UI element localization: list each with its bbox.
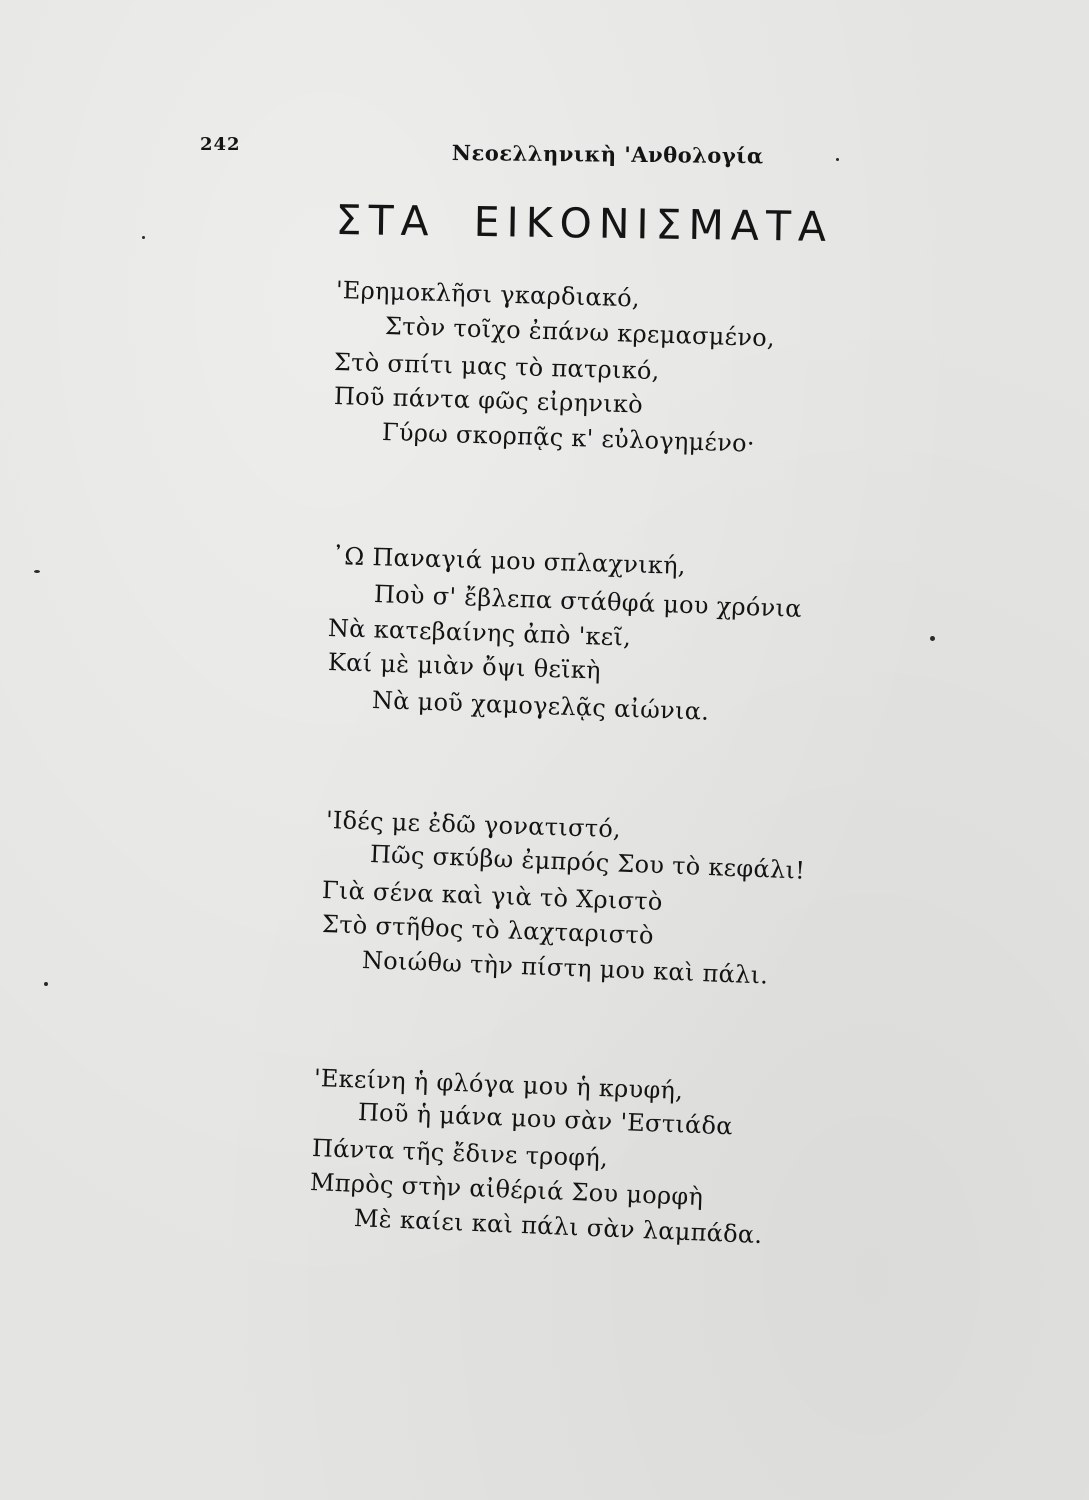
poem-line: ᾿Ω Παναγιά μου σπλαχνική, — [331, 542, 687, 580]
paper-speck — [836, 158, 839, 161]
paper-speck — [930, 636, 935, 641]
poem-line: Μὲ καίει καὶ πάλι σὰν λαμπάδα. — [353, 1204, 763, 1250]
paper-speck — [44, 982, 48, 986]
poem-line: 'Ιδές με ἐδῶ γονατιστό, — [325, 806, 622, 844]
poem-line: Στὸν τοῖχο ἐπάνω κρεμασμένο, — [384, 312, 776, 353]
paper-speck — [34, 570, 40, 573]
page-number: 242 — [200, 134, 241, 155]
poem-line: Πῶς σκύβω ἐμπρός Σου τὸ κεφάλι! — [369, 840, 806, 885]
paper-speck — [142, 236, 145, 239]
poem-line: Ποὺ σ' ἔβλεπα στάθφά μου χρόνια — [373, 580, 803, 623]
poem-line: Μπρὸς στὴν αἰθέριά Σου μορφὴ — [309, 1168, 704, 1212]
poem-line: 'Εκείνη ἡ φλόγα μου ἡ κρυφή, — [313, 1064, 684, 1105]
poem-line: Καί μὲ μιὰν ὄψι θεϊκὴ — [327, 648, 602, 685]
poem-line: Στὸ στῆθος τὸ λαχταριστὸ — [321, 910, 655, 950]
poem-line: Νοιώθω τὴν πίστη μου καὶ πάλι. — [361, 946, 769, 990]
poem-line: Γύρω σκορπᾷς κ' εὐλογημένο· — [381, 418, 756, 458]
poem-line: Πάντα τῆς ἔδινε τροφή, — [311, 1134, 609, 1173]
poem-line: Στὸ σπίτι μας τὸ πατρικό, — [333, 348, 661, 386]
poem-line: Ποῦ ἡ μάνα μου σὰν 'Εστιάδα — [357, 1098, 734, 1141]
poem-line: Γιὰ σένα καὶ γιὰ τὸ Χριστὸ — [321, 876, 664, 916]
running-head: Νεοελληνικὴ 'Ανθολογία — [451, 140, 764, 169]
poem-line: Νὰ κατεβαίνης ἀπὸ 'κεῖ, — [327, 614, 632, 652]
poem-title: ΣΤΑ ΕΙΚΟΝΙΣΜΑΤΑ — [335, 196, 834, 251]
poem-line: Ποῦ πάντα φῶς εἰρηνικὸ — [333, 382, 644, 419]
poem-line: Νὰ μοῦ χαμογελᾷς αἰώνια. — [371, 686, 710, 726]
poem-line: 'Ερημοκλῆσι γκαρδιακό, — [335, 276, 641, 313]
